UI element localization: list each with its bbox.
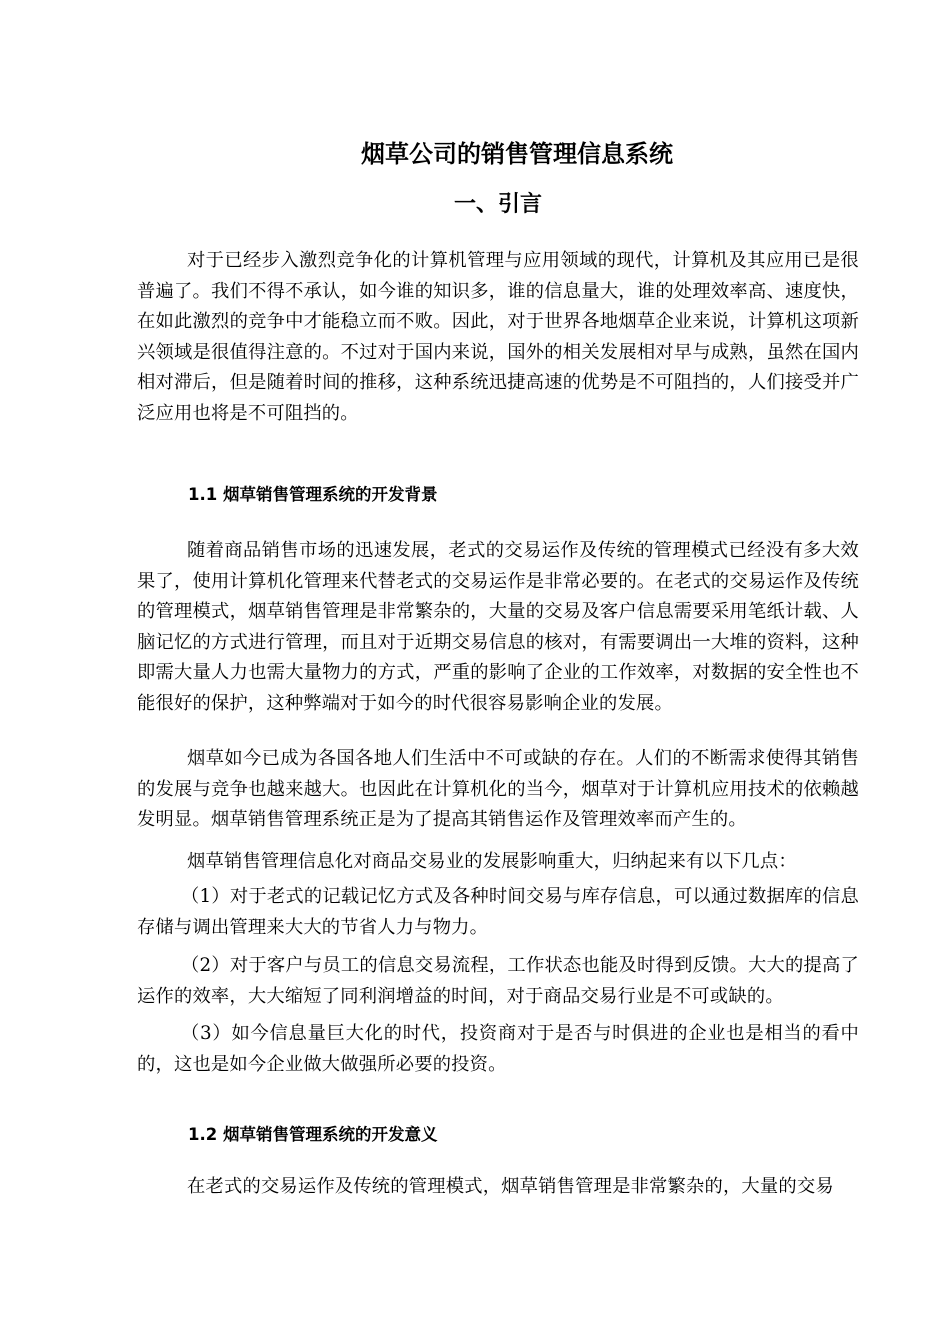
section-1-1-paragraph-2: 烟草如今已成为各国各地人们生活中不可或缺的存在。人们的不断需求使得其销售的发展与竞争也越来越大。也因此在计算机化的当今，烟草对于计算机应用技术的依赖越发明显。烟草销售管理系统正是为了提高其销售运作及管理效率而产生的。 bbox=[137, 748, 859, 831]
section-1-2-paragraph: 在老式的交易运作及传统的管理模式，烟草销售管理是非常繁杂的，大量的交易 bbox=[187, 1176, 834, 1197]
section-1-1-heading: 1.1 烟草销售管理系统的开发背景 bbox=[188, 485, 438, 504]
list-item-1: （1）对于老式的记载记忆方式及各种时间交易与库存信息，可以通过数据库的信息存储与调出管理来大大的节省人力与物力。 bbox=[137, 886, 859, 938]
section-1-2-heading: 1.2 烟草销售管理系统的开发意义 bbox=[188, 1125, 438, 1144]
section-1-1-paragraph-3: 烟草销售管理信息化对商品交易业的发展影响重大，归纳起来有以下几点： bbox=[187, 851, 797, 872]
list-item-3: （3）如今信息量巨大化的时代，投资商对于是否与时俱进的企业也是相当的看中的，这也是如今企业做大做强所必要的投资。 bbox=[137, 1023, 859, 1075]
chapter-heading: 一、引言 bbox=[453, 192, 542, 217]
list-item-2: （2）对于客户与员工的信息交易流程，工作状态也能及时得到反馈。大大的提高了运作的效率，大大缩短了同利润增益的时间，对于商品交易行业是不可或缺的。 bbox=[137, 955, 859, 1007]
intro-paragraph: 对于已经步入激烈竞争化的计算机管理与应用领域的现代，计算机及其应用已是很普遍了。我们不得不承认，如今谁的知识多，谁的信息量大，谁的处理效率高、速度快，在如此激烈的竞争中才能稳立而不败。因此，对于世界各地烟草企业来说，计算机这项新兴领域是很值得注意的。不过对于国内来说，国外的相关发展相对早与成熟，虽然在国内相对滞后，但是随着时间的推移，这种系统迅捷高速的优势是不可阻挡的，人们接受并广泛应用也将是不可阻挡的。 bbox=[137, 250, 859, 424]
section-1-1-paragraph-1: 随着商品销售市场的迅速发展，老式的交易运作及传统的管理模式已经没有多大效果了，使用计算机化管理来代替老式的交易运作是非常必要的。在老式的交易运作及传统的管理模式，烟草销售管理是非常繁杂的，大量的交易及客户信息需要采用笔纸计载、人脑记忆的方式进行管理，而且对于近期交易信息的核对，有需要调出一大堆的资料，这种即需大量人力也需大量物力的方式，严重的影响了企业的工作效率，对数据的安全性也不能很好的保护，这种弊端对于如今的时代很容易影响企业的发展。 bbox=[137, 540, 859, 714]
document-title: 烟草公司的销售管理信息系统 bbox=[361, 140, 673, 168]
